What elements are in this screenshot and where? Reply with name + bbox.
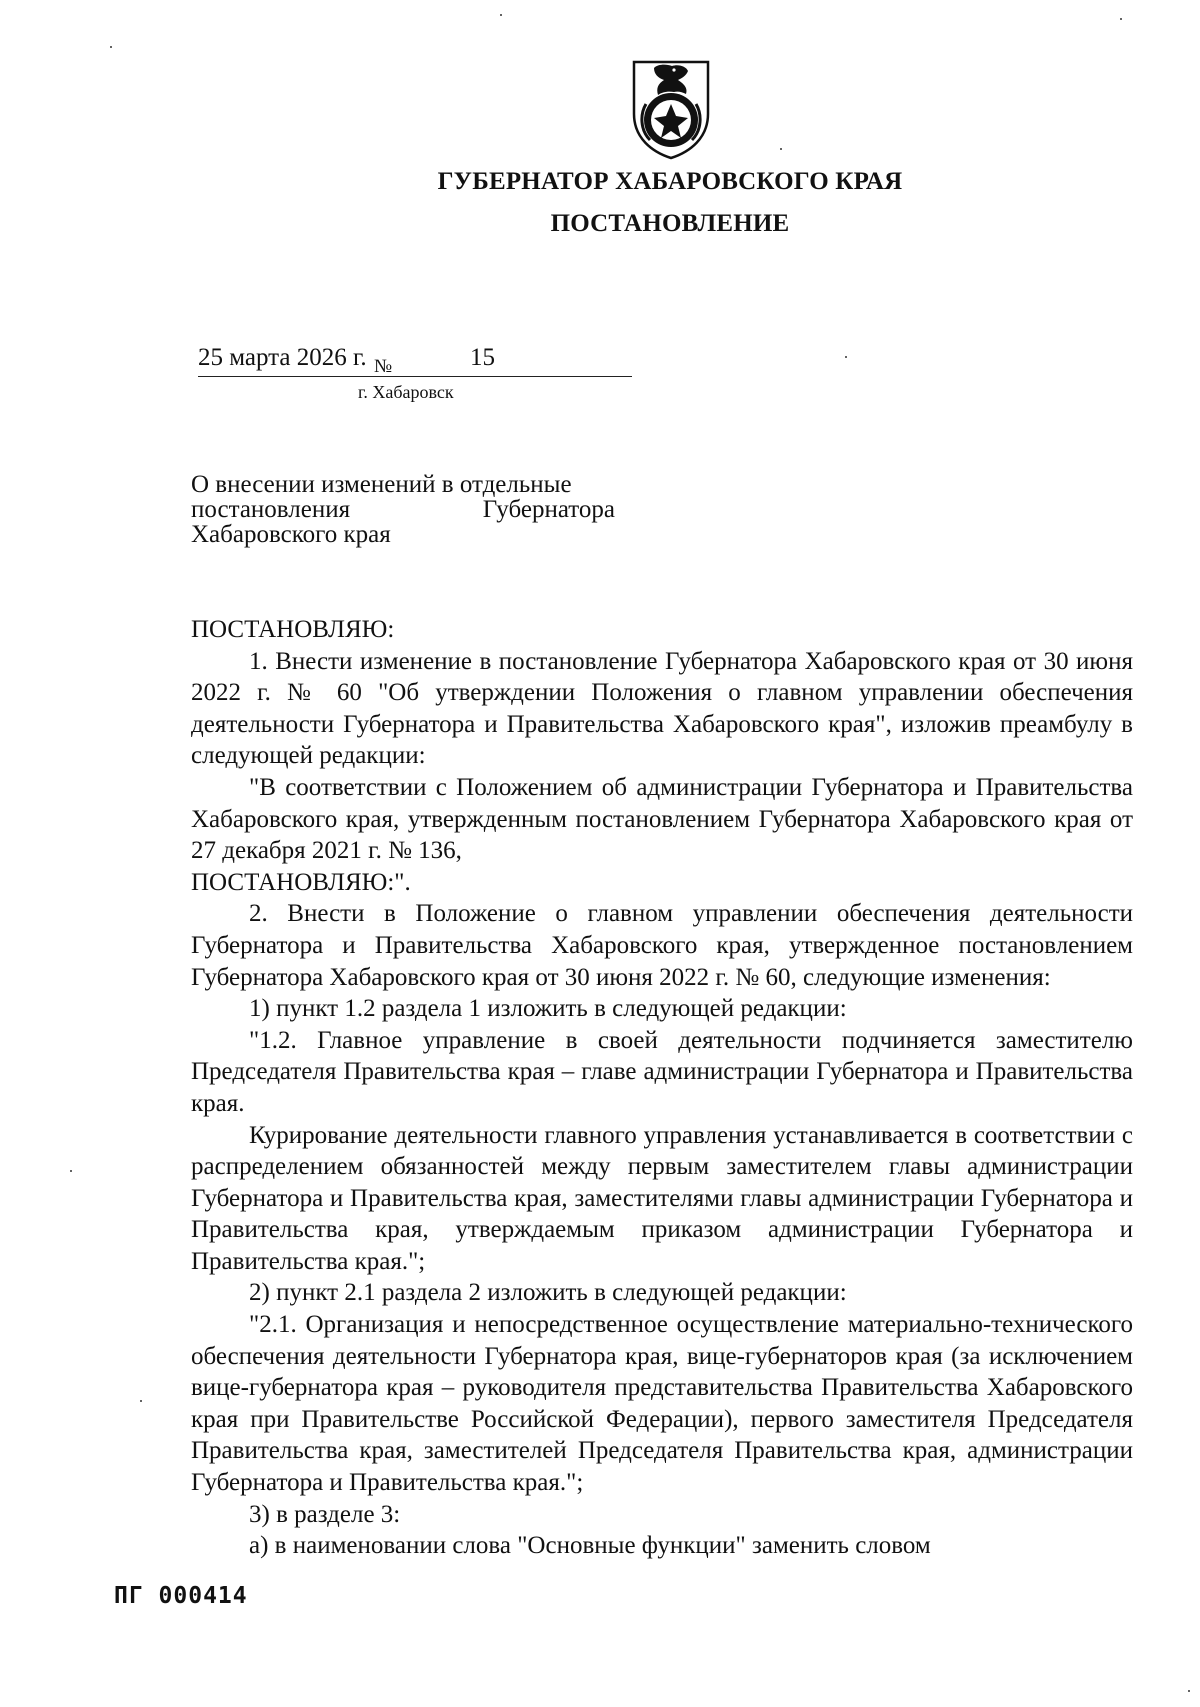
scan-speck	[500, 14, 502, 16]
quoted-preamble: "В соответствии с Положением об администрации Губернатора и Правительства Хабаровского края, утвержденным постановлением Губернатора Хабаровского края от 27 декабря 2021 г. № 136,	[191, 773, 1133, 865]
document-subject	[191, 472, 615, 547]
document-date: 25 марта 2026 г.	[198, 344, 367, 371]
subject-line: Хабаровского края	[191, 521, 391, 548]
subitem-1: 1) пункт 1.2 раздела 1 изложить в следующей редакции:	[249, 995, 847, 1023]
subitem-2: 2) пункт 2.1 раздела 2 изложить в следующей редакции:	[249, 1279, 847, 1307]
document-type-heading: ПОСТАНОВЛЕНИЕ	[550, 210, 790, 237]
form-serial-number: ПГ 000414	[114, 1583, 248, 1609]
subject-line: постановления Губернатора	[191, 496, 615, 523]
scan-speck	[70, 1170, 72, 1172]
number-sign: №	[374, 356, 393, 377]
document-number: 15	[470, 344, 495, 371]
quoted-preamble-end: ПОСТАНОВЛЯЮ:".	[191, 868, 411, 896]
paragraph-item-2: 2. Внести в Положение о главном управлении обеспечения деятельности Губернатора и Правительства Хабаровского края, утвержденное постановлением Губернатора Хабаровского края от 30 июня 2022 г. № 60, следующие изменения:	[191, 900, 1133, 991]
issuing-authority-heading: ГУБЕРНАТОР ХАБАРОВСКОГО КРАЯ	[437, 168, 903, 195]
scan-speck	[780, 148, 782, 150]
scan-speck	[110, 46, 112, 48]
date-number-underline	[198, 376, 632, 377]
document-city: г. Хабаровск	[358, 382, 454, 402]
scan-speck	[140, 1400, 142, 1402]
document-body	[191, 614, 1133, 1562]
quoted-clause-1-2: "1.2. Главное управление в своей деятельности подчиняется заместителю Председателя Правительства края – главе администрации Губернатора и Правительства края.	[191, 1026, 1133, 1117]
resolve-word: ПОСТАНОВЛЯЮ:	[191, 616, 395, 643]
paragraph-item-1: 1. Внести изменение в постановление Губернатора Хабаровского края от 30 июня 2022 г. № 60 "Об утверждении Положения о главном управлении обеспечения деятельности Губернатора и Правительства Хабаровского края", изложив преамбулу в следующей редакции:	[191, 647, 1133, 770]
scan-speck	[1188, 1690, 1190, 1692]
scan-speck	[1120, 18, 1122, 20]
scan-speck	[845, 356, 847, 358]
subitem-3-a: а) в наименовании слова "Основные функции" заменить словом	[249, 1532, 931, 1560]
subitem-3: 3) в разделе 3:	[249, 1500, 401, 1528]
quoted-clause-1-2-continued: Курирование деятельности главного управления устанавливается в соответствии с распределением обязанностей между первым заместителем главы администрации Губернатора и Правительства края, заместителями главы администрации Губернатора и Правительства края, утверждаемым приказом администрации Губернатора и Правительства края.";	[191, 1121, 1133, 1275]
coat-of-arms-emblem	[628, 58, 714, 160]
quoted-clause-2-1: "2.1. Организация и непосредственное осуществление материально-технического обеспечения деятельности Губернатора края, вице-губернаторов края (за исключением вице-губернатора края – руководителя представительства Правительства Хабаровского края при Правительстве Российской Федерации), первого заместителя Председателя Правительства края, заместителей Председателя Правительства края, администрации Губернатора и Правительства края.";	[191, 1311, 1133, 1497]
subject-line: О внесении изменений в отдельные	[191, 471, 572, 498]
